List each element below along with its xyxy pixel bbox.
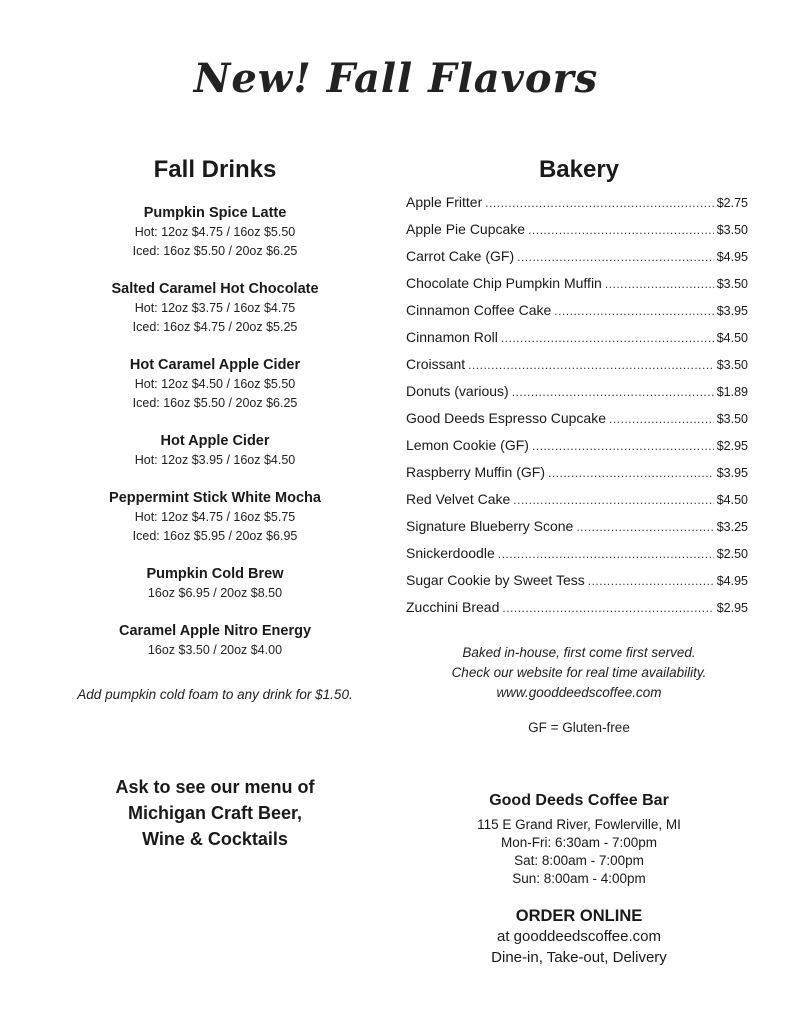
bakery-item-price: $2.75 — [716, 196, 748, 210]
bakery-item — [406, 410, 748, 437]
drink-price-line: Hot: 12oz $4.50 / 16oz $5.50 — [134, 377, 296, 391]
drink-price-line: 16oz $3.50 / 20oz $4.00 — [147, 643, 283, 657]
bakery-item — [406, 194, 748, 221]
bakery-heading: Bakery — [538, 156, 620, 183]
store-address: 115 E Grand River, Fowlerville, MI — [477, 817, 681, 832]
drink-name: Salted Caramel Hot Chocolate — [111, 281, 319, 297]
bakery-item — [406, 302, 748, 329]
drink-price-line: Hot: 12oz $4.75 / 16oz $5.50 — [134, 225, 296, 239]
drink-item — [60, 355, 370, 413]
dot-leader — [548, 466, 714, 480]
bakery-item-name: Cinnamon Coffee Cake — [406, 302, 552, 318]
order-website[interactable]: at gooddeedscoffee.com — [496, 928, 661, 945]
dot-leader — [501, 331, 714, 345]
bakery-item — [406, 275, 748, 302]
dot-leader — [468, 358, 714, 372]
dot-leader — [588, 574, 714, 588]
store-info — [406, 790, 752, 888]
bakery-item-name: Carrot Cake (GF) — [406, 248, 515, 264]
fall-drinks-list — [60, 203, 370, 678]
drink-name: Pumpkin Spice Latte — [143, 205, 287, 221]
bakery-item-name: Chocolate Chip Pumpkin Muffin — [406, 275, 602, 291]
bakery-note-line: Baked in-house, first come first served. — [462, 645, 696, 660]
bakery-item-price: $4.50 — [716, 331, 748, 345]
promo-line: Ask to see our menu of — [115, 777, 315, 797]
dot-leader — [605, 277, 714, 291]
bakery-item-name: Signature Blueberry Scone — [406, 518, 574, 534]
bakery-note — [406, 643, 752, 703]
dot-leader — [576, 520, 713, 534]
bakery-item-name: Apple Fritter — [406, 194, 483, 210]
beer-wine-promo — [70, 774, 360, 852]
bakery-item — [406, 599, 748, 626]
drink-price-line: Hot: 12oz $4.75 / 16oz $5.75 — [134, 510, 296, 524]
bakery-item-name: Zucchini Bread — [406, 599, 500, 615]
drink-name: Hot Caramel Apple Cider — [129, 357, 301, 373]
drink-price-line: 16oz $6.95 / 20oz $8.50 — [147, 586, 283, 600]
bakery-item-price: $4.95 — [716, 250, 748, 264]
gluten-free-note: GF = Gluten-free — [528, 720, 630, 735]
bakery-item-price: $3.50 — [716, 277, 748, 291]
bakery-item-name: Good Deeds Espresso Cupcake — [406, 410, 606, 426]
bakery-item-name: Snickerdoodle — [406, 545, 495, 561]
dot-leader — [532, 439, 714, 453]
bakery-item-price: $2.95 — [716, 439, 748, 453]
drink-price-line: Iced: 16oz $5.50 / 20oz $6.25 — [132, 244, 298, 258]
store-hours: Mon-Fri: 6:30am - 7:00pm — [500, 835, 658, 850]
drink-item — [60, 488, 370, 546]
bakery-item-name: Croissant — [406, 356, 466, 372]
bakery-item — [406, 356, 748, 383]
drink-price-line: Iced: 16oz $4.75 / 20oz $5.25 — [132, 320, 298, 334]
bakery-item — [406, 437, 748, 464]
bakery-item-price: $2.50 — [716, 547, 748, 561]
bakery-item — [406, 491, 748, 518]
drink-price-line: Hot: 12oz $3.75 / 16oz $4.75 — [134, 301, 296, 315]
promo-line: Michigan Craft Beer, — [127, 803, 303, 823]
bakery-item — [406, 248, 748, 275]
drink-name: Caramel Apple Nitro Energy — [118, 623, 312, 639]
dot-leader — [528, 223, 714, 237]
bakery-note-line: Check our website for real time availability. — [451, 665, 707, 680]
dot-leader — [498, 547, 714, 561]
drink-item — [60, 203, 370, 261]
bakery-item-price: $3.25 — [716, 520, 748, 534]
bakery-item-price: $3.50 — [716, 358, 748, 372]
drink-name: Hot Apple Cider — [160, 433, 270, 449]
order-options: Dine-in, Take-out, Delivery — [491, 949, 667, 966]
bakery-item-price: $4.50 — [716, 493, 748, 507]
bakery-item-name: Apple Pie Cupcake — [406, 221, 526, 237]
drink-item — [60, 279, 370, 337]
bakery-item-price: $2.95 — [716, 601, 748, 615]
bakery-item-name: Sugar Cookie by Sweet Tess — [406, 572, 585, 588]
bakery-item-name: Red Velvet Cake — [406, 491, 511, 507]
dot-leader — [502, 601, 713, 615]
dot-leader — [609, 412, 714, 426]
drink-price-line: Iced: 16oz $5.95 / 20oz $6.95 — [132, 529, 298, 543]
bakery-item-price: $3.50 — [716, 223, 748, 237]
bakery-item-price: $4.95 — [716, 574, 748, 588]
bakery-item — [406, 572, 748, 599]
bakery-item — [406, 221, 748, 248]
store-hours: Sat: 8:00am - 7:00pm — [514, 853, 644, 868]
order-online-title: ORDER ONLINE — [515, 907, 643, 925]
dot-leader — [513, 493, 713, 507]
dot-leader — [485, 196, 713, 210]
drink-price-line: Iced: 16oz $5.50 / 20oz $6.25 — [132, 396, 298, 410]
store-name: Good Deeds Coffee Bar — [489, 792, 669, 809]
bakery-item — [406, 518, 748, 545]
drink-name: Peppermint Stick White Mocha — [109, 490, 321, 506]
dot-leader — [554, 304, 713, 318]
bakery-item-name: Donuts (various) — [406, 383, 509, 399]
bakery-item-name: Lemon Cookie (GF) — [406, 437, 529, 453]
bakery-item-name: Raspberry Muffin (GF) — [406, 464, 545, 480]
order-online — [406, 906, 752, 968]
cold-foam-note: Add pumpkin cold foam to any drink for $1.50. — [77, 687, 353, 702]
bakery-item — [406, 329, 748, 356]
fall-drinks-heading: Fall Drinks — [153, 156, 277, 183]
store-hours: Sun: 8:00am - 4:00pm — [512, 871, 646, 886]
drink-name: Pumpkin Cold Brew — [146, 566, 284, 582]
drink-item — [60, 431, 370, 470]
dot-leader — [517, 250, 714, 264]
bakery-item-price: $3.95 — [716, 466, 748, 480]
dot-leader — [512, 385, 714, 399]
bakery-item — [406, 545, 748, 572]
bakery-item — [406, 464, 748, 491]
drink-item — [60, 564, 370, 603]
bakery-item — [406, 383, 748, 410]
website-link[interactable]: www.gooddeedscoffee.com — [496, 685, 662, 700]
drink-item — [60, 621, 370, 660]
promo-line: Wine & Cocktails — [142, 829, 288, 849]
bakery-item-price: $1.89 — [716, 385, 748, 399]
bakery-item-price: $3.50 — [716, 412, 748, 426]
page-title: New! Fall Flavors — [193, 55, 599, 102]
bakery-item-name: Cinnamon Roll — [406, 329, 498, 345]
drink-price-line: Hot: 12oz $3.95 / 16oz $4.50 — [134, 453, 296, 467]
bakery-item-price: $3.95 — [716, 304, 748, 318]
bakery-list — [406, 194, 748, 626]
